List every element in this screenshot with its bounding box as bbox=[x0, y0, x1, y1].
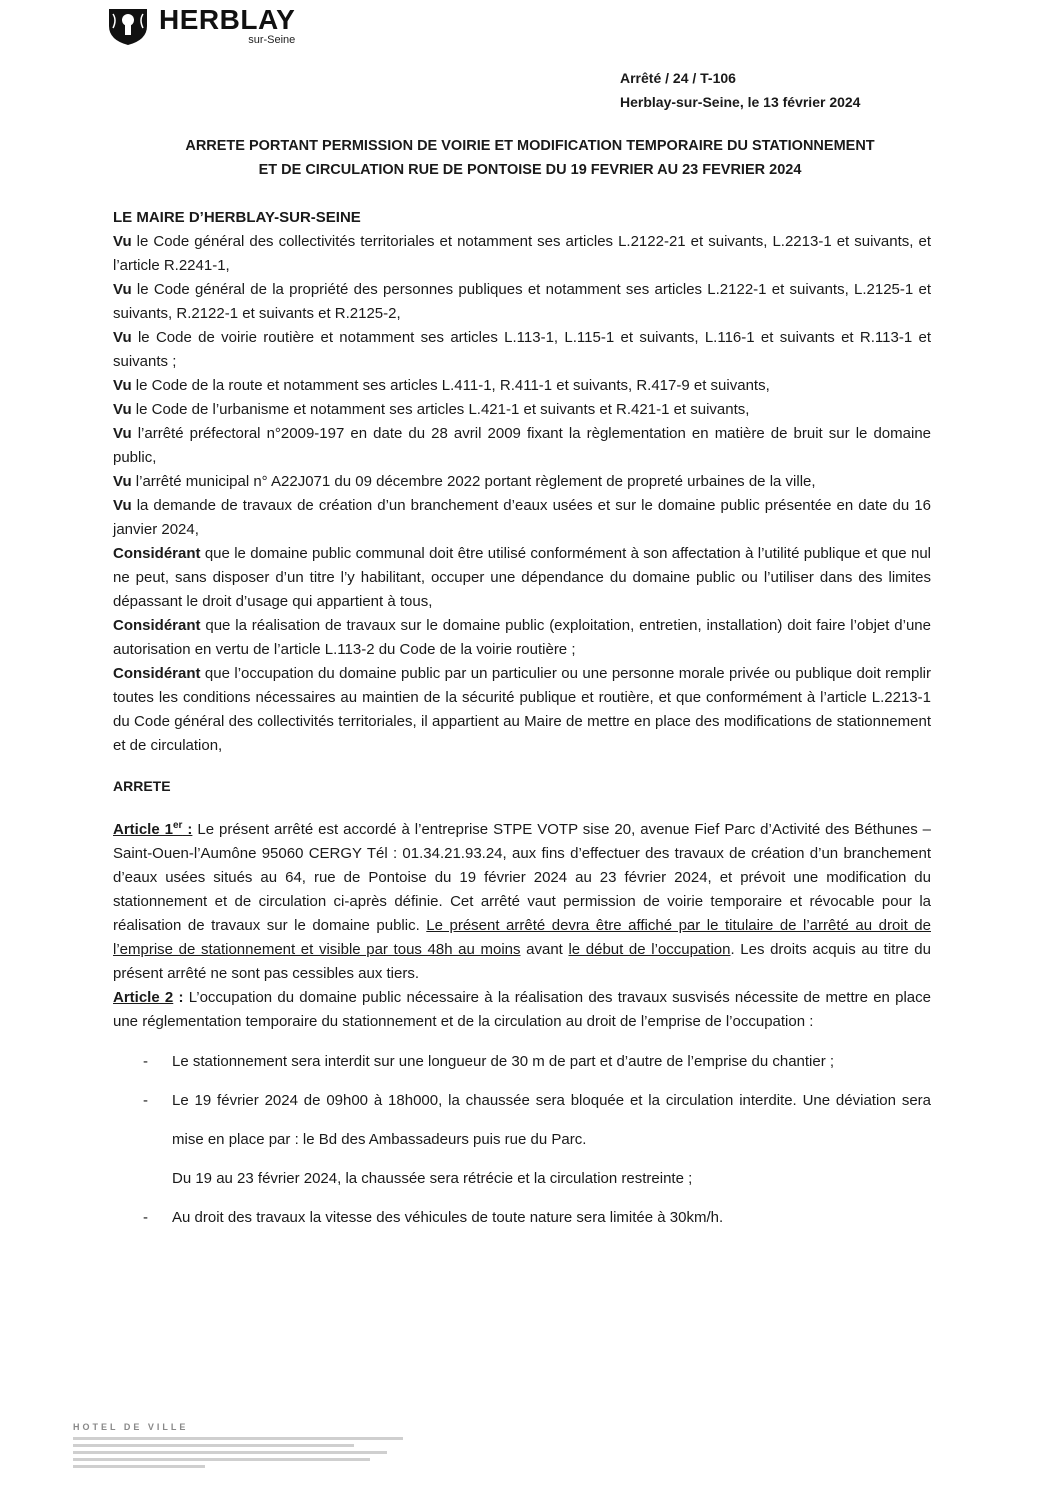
considerant-keyword: Considérant bbox=[113, 665, 201, 682]
article-1-label bbox=[113, 821, 192, 838]
vu-paragraph bbox=[113, 470, 931, 494]
document-body bbox=[113, 206, 931, 1237]
indented-line: Du 19 au 23 février 2024, la chaussée sera rétrécie et la circulation restreinte ; bbox=[172, 1170, 693, 1187]
arrete-heading: ARRETE bbox=[113, 778, 171, 794]
vu-text: le Code général des collectivités territoriales et notamment ses articles L.2122-21 et suivants, L.2213-1 et suivants, et l’article R.2241-1, bbox=[113, 233, 931, 274]
considerant-keyword: Considérant bbox=[113, 545, 201, 562]
article-1-text: Le présent arrêté est accordé à l’entreprise STPE VOTP sise 20, avenue Fief Parc d’Activité des Béthunes – Saint-Ouen-l’Aumône 95060 CERGY Tél : 01.34.21.93.24, aux fins d’effectuer des travaux de création d’un branchement d’eaux usées situés au 64, rue de Pontoise du 19 février 2024 au 23 février 2024, et prévoit une modification du stationnement et de circulation ci-après définie. Cet arrêté vaut permission de voirie temporaire et révocable pour la réalisation de travaux sur le domaine public. bbox=[113, 821, 932, 934]
article-1-underlined-2: le début de l’occupation bbox=[568, 941, 731, 958]
footer-line bbox=[73, 1465, 205, 1468]
list-item-text: Au droit des travaux la vitesse des véhicules de toute nature sera limitée à 30km/h. bbox=[172, 1209, 724, 1226]
footer-line bbox=[73, 1451, 387, 1454]
footer-line bbox=[73, 1444, 354, 1447]
vu-keyword: Vu bbox=[113, 473, 132, 490]
city-logo bbox=[103, 6, 295, 46]
bullet-dash: - bbox=[143, 1053, 148, 1070]
considerant-text: que la réalisation de travaux sur le domaine public (exploitation, entretien, installation) doit faire l’objet d’une autorisation en vertu de l’article L.113-2 du Code de la voirie routière ; bbox=[113, 617, 931, 658]
vu-paragraph bbox=[113, 494, 931, 542]
vu-text: l’arrêté préfectoral n°2009-197 en date du 28 avril 2009 fixant la règlementation en matière de bruit sur le domaine public, bbox=[113, 425, 931, 466]
article-2-text: L’occupation du domaine public nécessaire à la réalisation des travaux susvisés nécessite de mettre en place une réglementation temporaire du stationnement et de la circulation au droit de l’emprise de l’occupation : bbox=[113, 989, 931, 1030]
title-line-2: ET DE CIRCULATION RUE DE PONTOISE DU 19 FEVRIER AU 23 FEVRIER 2024 bbox=[258, 162, 802, 178]
decree-number: Arrêté / 24 / T-106 bbox=[620, 70, 736, 86]
vu-keyword: Vu bbox=[113, 281, 132, 298]
list-item-text: Le stationnement sera interdit sur une longueur de 30 m de part et d’autre de l’emprise du chantier ; bbox=[172, 1053, 835, 1070]
mayor-heading: LE MAIRE D’HERBLAY-SUR-SEINE bbox=[113, 209, 361, 226]
bullet-dash: - bbox=[143, 1092, 148, 1109]
vu-paragraph bbox=[113, 374, 931, 398]
place-date: Herblay-sur-Seine, le 13 février 2024 bbox=[620, 94, 861, 110]
vu-paragraph bbox=[113, 278, 931, 326]
vu-text: le Code de l’urbanisme et notamment ses articles L.421-1 et suivants et R.421-1 et suivants, bbox=[131, 401, 750, 418]
article-2-label bbox=[113, 989, 173, 1006]
article-1-mid: avant bbox=[520, 941, 569, 958]
considerant-text: que l’occupation du domaine public par un particulier ou une personne morale privée ou publique doit remplir toutes les conditions nécessaires au maintien de la sécurité publique et routière, et que conformément à l’article L.2213-1 du Code général des collectivités territoriales, il appartient au Maire de mettre en place des modifications de stationnement et de circulation, bbox=[113, 665, 931, 754]
vu-text: la demande de travaux de création d’un branchement d’eaux usées et sur le domaine public présentée en date du 16 janvier 2024, bbox=[113, 497, 931, 538]
article-1-sup: er bbox=[173, 820, 183, 831]
article-2-label-text: Article 2 bbox=[113, 989, 174, 1006]
vu-keyword: Vu bbox=[113, 329, 132, 346]
considerant-paragraph bbox=[113, 542, 931, 614]
article-1 bbox=[113, 818, 931, 986]
article-1-underlined-1: Le présent arrêté devra être affiché par le titulaire de l’arrêté au droit de l’emprise de stationnement et visible par tous 48h au moins bbox=[113, 917, 931, 958]
list-item bbox=[113, 1198, 931, 1237]
vu-paragraph bbox=[113, 422, 931, 470]
considerant-text: que le domaine public communal doit être utilisé conformément à son affectation à l’utilité publique et que nul ne peut, sans disposer d’un titre l’y habilitant, occuper une dépendance du domaine public ou l’utiliser dans des limites dépassant le droit d’usage qui appartient à tous, bbox=[113, 545, 931, 610]
measures-list-continued bbox=[113, 1198, 931, 1237]
footer-line bbox=[73, 1458, 370, 1461]
reference-block bbox=[620, 66, 860, 114]
vu-paragraph bbox=[113, 230, 931, 278]
considerant-paragraph bbox=[113, 614, 931, 662]
logo-subtitle: sur-Seine bbox=[248, 34, 296, 46]
title-line-1: ARRETE PORTANT PERMISSION DE VOIRIE ET MODIFICATION TEMPORAIRE DU STATIONNEMENT bbox=[185, 138, 875, 154]
document-title bbox=[100, 134, 960, 182]
list-item bbox=[113, 1042, 931, 1081]
considerant-paragraph bbox=[113, 662, 931, 758]
list-item-text: Le 19 février 2024 de 09h00 à 18h000, la chaussée sera bloquée et la circulation interdite. Une déviation sera mise en place par : le Bd des Ambassadeurs puis rue du Parc. bbox=[172, 1092, 931, 1148]
vu-text: le Code général de la propriété des personnes publiques et notamment ses articles L.2122-1 et suivants, L.2125-1 et suivants, R.2122-1 et suivants et R.2125-2, bbox=[113, 281, 931, 322]
vu-keyword: Vu bbox=[113, 497, 132, 514]
vu-keyword: Vu bbox=[113, 233, 132, 250]
measures-list bbox=[113, 1042, 931, 1159]
article-2 bbox=[113, 986, 931, 1034]
list-item bbox=[113, 1081, 931, 1159]
vu-text: le Code de la route et notamment ses articles L.411-1, R.411-1 et suivants, R.417-9 et suivants, bbox=[131, 377, 770, 394]
article-2-colon: : bbox=[173, 989, 184, 1006]
vu-paragraph bbox=[113, 326, 931, 374]
vu-paragraph bbox=[113, 398, 931, 422]
article-1-label-text: Article 1 bbox=[113, 821, 173, 838]
logo-name: HERBLAY bbox=[159, 4, 296, 35]
bullet-dash: - bbox=[143, 1209, 148, 1226]
footer-address bbox=[73, 1422, 403, 1468]
article-1-colon: : bbox=[182, 821, 193, 838]
considerant-keyword: Considérant bbox=[113, 617, 201, 634]
city-seal-icon bbox=[103, 6, 153, 46]
footer-title: HOTEL DE VILLE bbox=[73, 1422, 189, 1432]
vu-text: le Code de voirie routière et notamment ses articles L.113-1, L.115-1 et suivants, L.116-1 et suivants et R.113-1 et suivants ; bbox=[113, 329, 931, 370]
article-1-tail: . Les droits acquis au titre du présent arrêté ne sont pas cessibles aux tiers. bbox=[113, 941, 931, 982]
vu-text: l’arrêté municipal n° A22J071 du 09 décembre 2022 portant règlement de propreté urbaines de la ville, bbox=[131, 473, 816, 490]
vu-keyword: Vu bbox=[113, 377, 132, 394]
vu-keyword: Vu bbox=[113, 425, 132, 442]
footer-line bbox=[73, 1437, 403, 1440]
vu-keyword: Vu bbox=[113, 401, 132, 418]
